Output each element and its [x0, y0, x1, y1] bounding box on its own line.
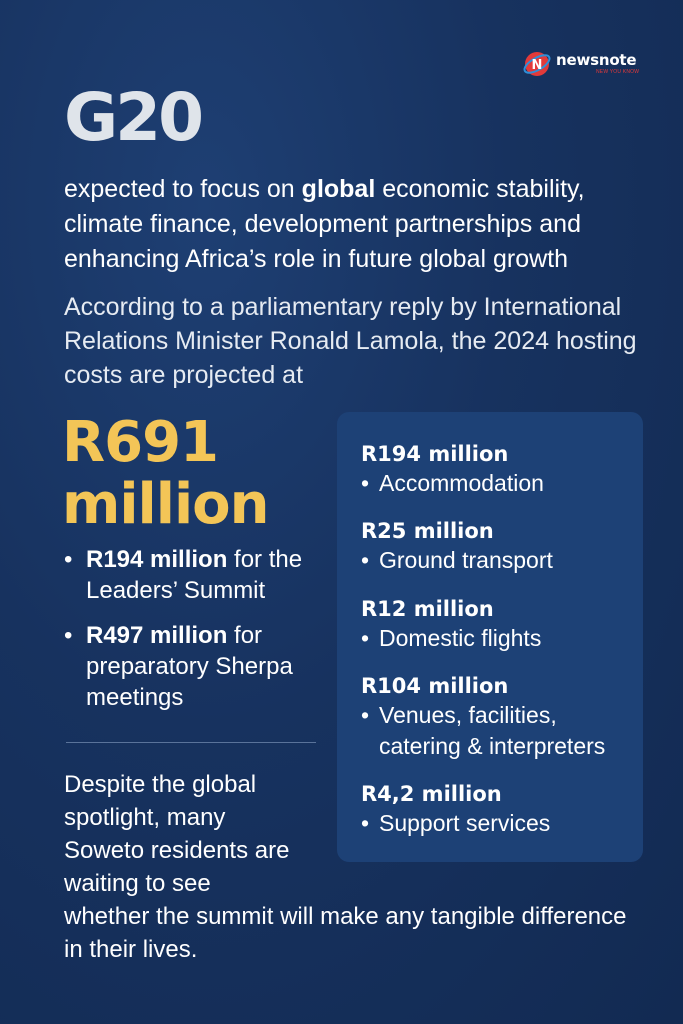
bullet: •: [361, 702, 370, 728]
breakdown-label: Accommodation: [379, 470, 544, 496]
breakdown-label: Ground transport: [379, 547, 553, 573]
bullet: •: [361, 810, 370, 836]
bullet: •: [361, 470, 370, 496]
allocation-list: [62, 544, 332, 713]
breakdown-item: [361, 517, 641, 576]
intro-emphasis: global: [301, 175, 376, 203]
total-cost-unit: million: [62, 472, 269, 537]
context-paragraph: According to a parliamentary reply by International Relations Minister Ronald Lamola, the 2024 hosting costs are projected at: [64, 293, 637, 389]
breakdown-label: Support services: [379, 810, 551, 836]
breakdown-amount: R4,2 million: [361, 782, 502, 806]
allocation-text: for preparatory Sherpa meetings: [86, 622, 293, 711]
allocation-amount: R497 million: [86, 622, 228, 649]
breakdown-label: Venues, facilities, catering & interpreters: [379, 702, 606, 759]
breakdown-amount: R25 million: [361, 519, 494, 543]
allocation-amount: R194 million: [86, 546, 228, 573]
breakdown-item: [361, 595, 641, 654]
breakdown-amount: R12 million: [361, 597, 494, 621]
intro-before: expected to focus on: [64, 175, 302, 203]
list-item: [62, 544, 332, 606]
intro-after: economic stability, climate finance, development partnerships and enhancing Africa’s role in future global growth: [64, 175, 585, 273]
divider: [66, 742, 316, 743]
cost-breakdown-panel: [337, 412, 643, 862]
breakdown-amount: R104 million: [361, 674, 509, 698]
bullet: •: [361, 547, 370, 573]
headline: G20: [64, 79, 202, 156]
bullet: •: [64, 622, 73, 649]
breakdown-amount: R194 million: [361, 442, 509, 466]
closing-part-2: whether the summit will make any tangible difference in their lives.: [64, 903, 627, 963]
breakdown-label: Domestic flights: [379, 625, 542, 651]
breakdown-item: [361, 440, 641, 499]
intro-paragraph: [64, 172, 664, 277]
newsnote-logo: [522, 49, 639, 79]
brand-tagline: NEW YOU KNOW: [596, 69, 640, 75]
breakdown-item: [361, 672, 641, 762]
bullet: •: [361, 625, 370, 651]
allocation-text: for the Leaders’ Summit: [86, 546, 303, 604]
brand-name: newsnote: [556, 51, 637, 69]
total-cost-amount: R691: [62, 410, 219, 475]
bullet: •: [64, 546, 73, 573]
closing-part-1: Despite the global spotlight, many Soweto residents are waiting to see: [64, 771, 290, 897]
breakdown-item: [361, 780, 641, 839]
newsnote-globe-icon: [522, 49, 552, 79]
svg-text:N: N: [531, 58, 543, 73]
list-item: [62, 620, 332, 713]
total-cost: [62, 412, 268, 536]
